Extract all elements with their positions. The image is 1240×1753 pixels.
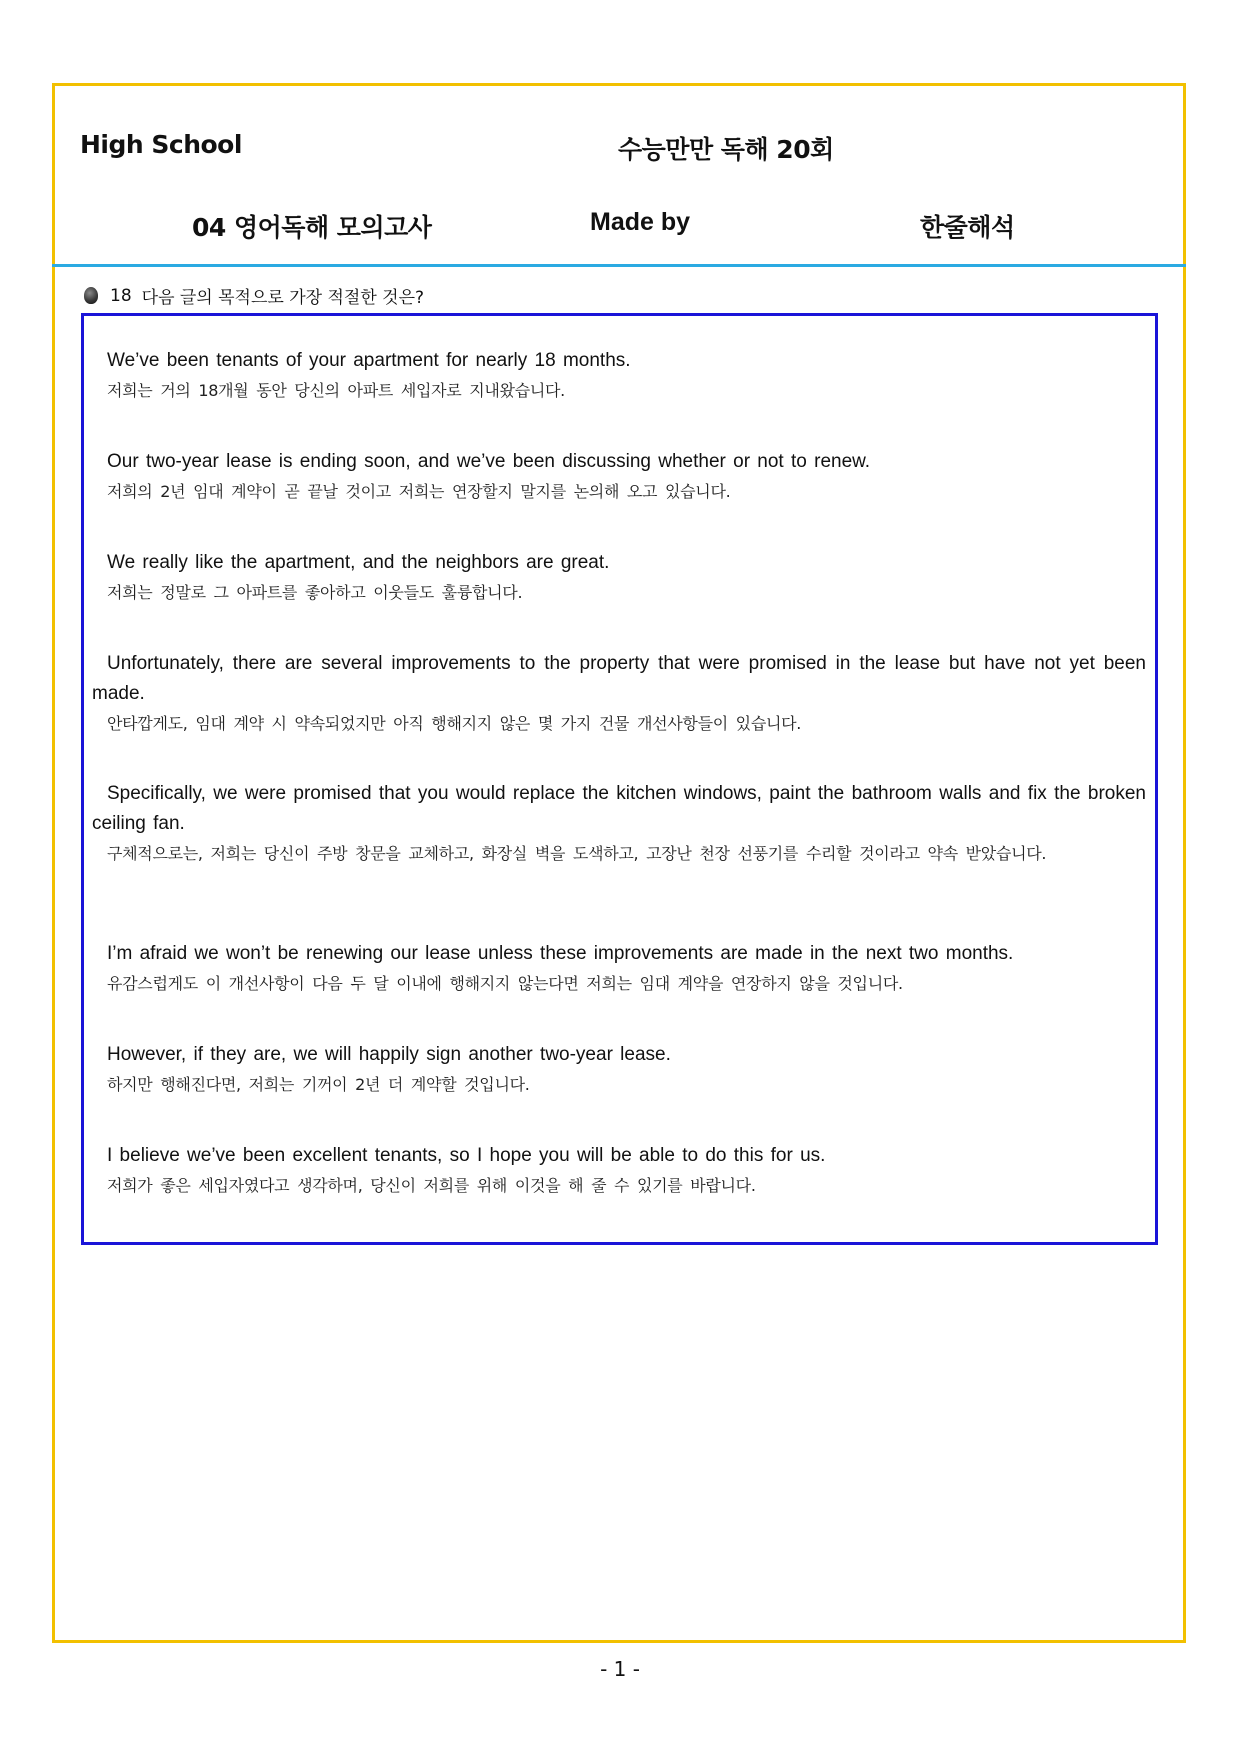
sentence-pair xyxy=(92,939,1146,999)
sentence-english: We really like the apartment, and the neighbors are great. xyxy=(107,552,610,573)
sentence-english: Specifically, we were promised that you would replace the kitchen windows, paint the bathroom walls and fix the broken ceiling fan. xyxy=(92,783,1146,834)
sentence-pair xyxy=(92,1040,1146,1100)
header-grade-title: 04 영어독해 모의고사 xyxy=(192,213,432,242)
sentence-pair xyxy=(92,649,1146,739)
sentence-korean: 구체적으로는, 저희는 당신이 주방 창문을 교체하고, 화장실 벽을 도색하고, 고장난 천장 선풍기를 수리할 것이라고 약속 받았습니다. xyxy=(107,844,1047,863)
sentence-pair xyxy=(92,447,1146,507)
sentence-pair xyxy=(92,548,1146,608)
header-author: 한줄해석 xyxy=(920,213,1015,242)
sentence-pair xyxy=(92,1141,1146,1201)
sentence-korean: 저희는 거의 18개월 동안 당신의 아파트 세입자로 지내왔습니다. xyxy=(107,381,565,400)
sentence-korean: 유감스럽게도 이 개선사항이 다음 두 달 이내에 행해지지 않는다면 저희는 임대 계약을 연장하지 않을 것입니다. xyxy=(107,974,903,993)
question-bullet-icon xyxy=(84,287,98,304)
header-made-by: Made by xyxy=(590,208,691,236)
sentence-english: I believe we’ve been excellent tenants, so I hope you will be able to do this for us. xyxy=(107,1145,826,1166)
sentence-korean: 안타깝게도, 임대 계약 시 약속되었지만 아직 행해지지 않은 몇 가지 건물 개선사항들이 있습니다. xyxy=(107,714,802,733)
sentence-english: Our two-year lease is ending soon, and we’ve been discussing whether or not to renew. xyxy=(107,451,871,472)
question-row xyxy=(84,283,424,308)
question-number: 18 xyxy=(110,285,132,306)
sentence-pair xyxy=(92,779,1146,869)
sentence-english: Unfortunately, there are several improvements to the property that were promised in the lease but have not yet been made. xyxy=(92,653,1146,704)
question-prompt: 다음 글의 목적으로 가장 적절한 것은? xyxy=(141,288,425,308)
sentence-korean: 저희가 좋은 세입자였다고 생각하며, 당신이 저희를 위해 이것을 해 줄 수 있기를 바랍니다. xyxy=(107,1176,756,1195)
header-divider xyxy=(52,264,1186,267)
header-exam-title: 수능만만 독해 20회 xyxy=(618,135,834,164)
sentence-english: However, if they are, we will happily sign another two-year lease. xyxy=(107,1044,671,1065)
header-school: High School xyxy=(80,130,242,159)
sentence-korean: 하지만 행해진다면, 저희는 기꺼이 2년 더 계약할 것입니다. xyxy=(107,1075,530,1094)
page-number: - 1 - xyxy=(600,1657,640,1681)
sentence-pair xyxy=(92,346,1146,406)
sentence-english: I’m afraid we won’t be renewing our lease unless these improvements are made in the next two months. xyxy=(107,943,1014,964)
sentence-korean: 저희는 정말로 그 아파트를 좋아하고 이웃들도 훌륭합니다. xyxy=(107,583,523,602)
sentence-korean: 저희의 2년 임대 계약이 곧 끝날 것이고 저희는 연장할지 말지를 논의해 오고 있습니다. xyxy=(107,482,731,501)
sentence-english: We’ve been tenants of your apartment for nearly 18 months. xyxy=(107,350,631,371)
